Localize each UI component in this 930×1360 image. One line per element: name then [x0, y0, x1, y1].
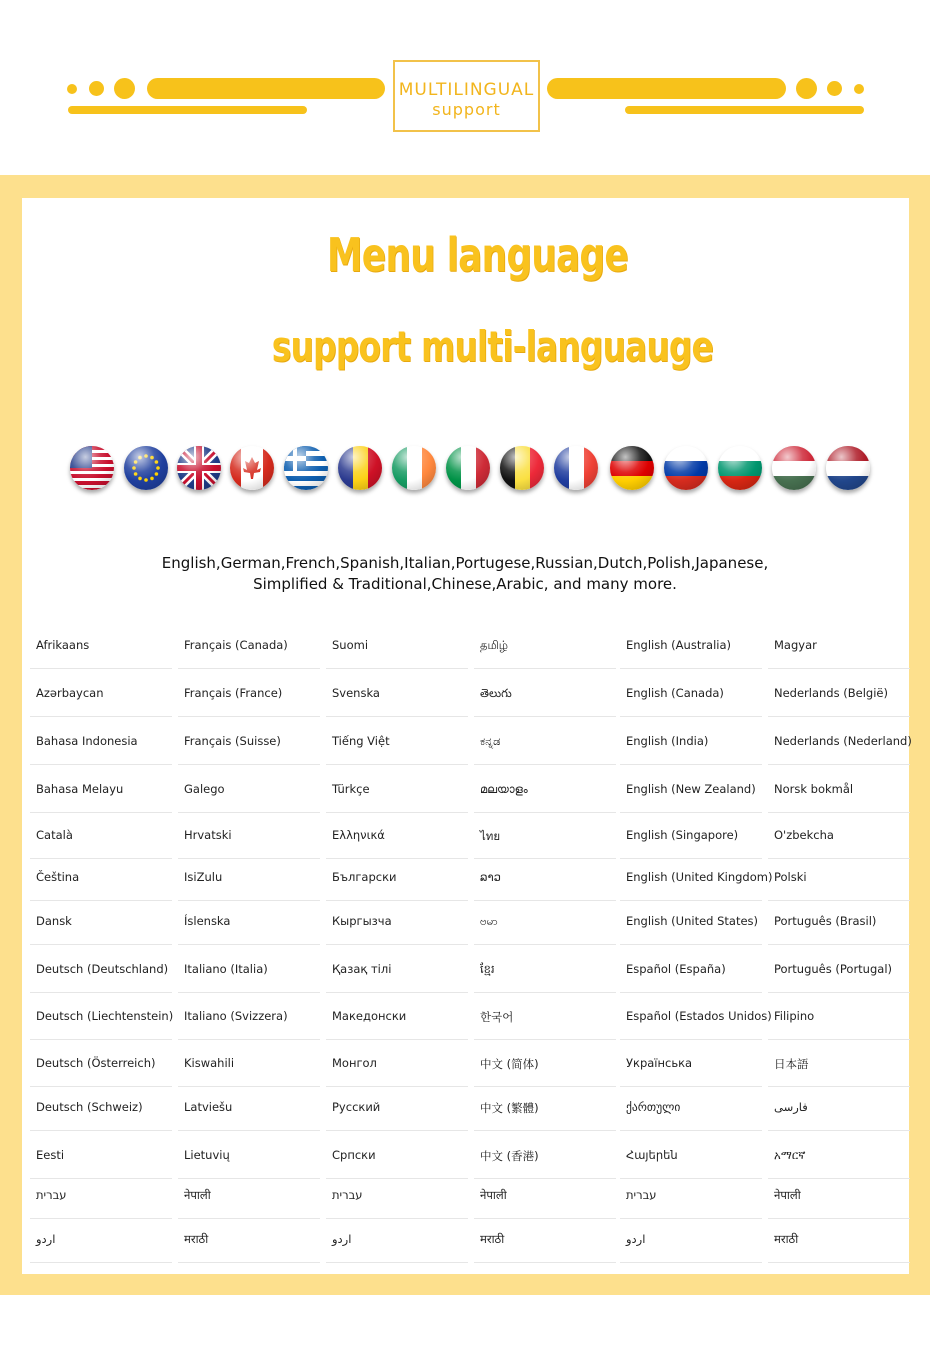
language-item: English (New Zealand) — [620, 782, 762, 796]
language-item: עברית — [30, 1188, 172, 1202]
decor-dot — [854, 84, 864, 94]
germany-flag-icon — [610, 446, 654, 490]
language-item: Dansk — [30, 914, 172, 928]
language-item: नेपाली — [474, 1188, 616, 1203]
language-item: Bahasa Melayu — [30, 782, 172, 796]
language-item: मराठी — [178, 1232, 320, 1247]
language-item: Suomi — [326, 638, 468, 652]
italy-flag-icon — [446, 446, 490, 490]
france-flag-icon — [554, 446, 598, 490]
language-item: Български — [326, 870, 468, 884]
language-item: Deutsch (Liechtenstein) — [30, 1009, 172, 1023]
language-item: नेपाली — [768, 1188, 910, 1203]
language-item: Deutsch (Deutschland) — [30, 962, 172, 976]
header-banner — [0, 0, 930, 175]
language-item: ខ្មែរ — [474, 962, 616, 979]
language-item: አማርኛ — [768, 1148, 910, 1163]
language-item: Deutsch (Schweiz) — [30, 1100, 172, 1114]
language-item: Galego — [178, 782, 320, 796]
language-item: मराठी — [474, 1232, 616, 1247]
description-line-1: English,German,French,Spanish,Italian,Portugese,Russian,Dutch,Polish,Japanese, — [161, 554, 769, 572]
language-item: IsiZulu — [178, 870, 320, 884]
multilingual-badge — [393, 60, 540, 132]
eu-flag-icon — [124, 446, 168, 490]
romania-flag-icon — [338, 446, 382, 490]
language-item: Magyar — [768, 638, 910, 652]
language-item: Eesti — [30, 1148, 172, 1162]
language-item: Español (Estados Unidos) — [620, 1009, 762, 1023]
language-item: Deutsch (Österreich) — [30, 1056, 172, 1070]
decor-dot — [67, 84, 77, 94]
decor-dot — [89, 81, 104, 96]
language-item: English (Canada) — [620, 686, 762, 700]
language-item: తెలుగు — [474, 686, 616, 703]
ireland-flag-icon — [392, 446, 436, 490]
language-item: Čeština — [30, 870, 172, 884]
language-item: ಕನ್ನಡ — [474, 734, 616, 749]
language-item: Հայերեն — [620, 1148, 762, 1162]
language-item: मराठी — [768, 1232, 910, 1247]
language-item: Nederlands (België) — [768, 686, 910, 700]
language-description — [0, 553, 930, 595]
language-item: 한국어 — [474, 1009, 616, 1025]
netherlands-flag-icon — [826, 446, 870, 490]
language-item: English (Australia) — [620, 638, 762, 652]
language-item: 中文 (繁體) — [474, 1100, 616, 1116]
language-item: Latviešu — [178, 1100, 320, 1114]
language-item: Norsk bokmål — [768, 782, 910, 796]
language-item: Français (Suisse) — [178, 734, 320, 748]
multi-language-subheading: support multi-languauge — [271, 322, 713, 371]
language-item: עברית — [620, 1188, 762, 1202]
language-item: 日本語 — [768, 1056, 910, 1072]
bulgaria-flag-icon — [718, 446, 762, 490]
language-item: Italiano (Italia) — [178, 962, 320, 976]
belgium-flag-icon — [500, 446, 544, 490]
language-item: Íslenska — [178, 914, 320, 928]
language-item: தமிழ் — [474, 638, 616, 654]
language-item: Ελληνικά — [326, 828, 468, 842]
language-item: Српски — [326, 1148, 468, 1162]
language-item: ລາວ — [474, 870, 616, 884]
language-item: فارسی — [768, 1100, 910, 1114]
language-item: Français (France) — [178, 686, 320, 700]
usa-flag-icon — [70, 446, 114, 490]
greece-flag-icon — [284, 446, 328, 490]
language-item: नेपाली — [178, 1188, 320, 1203]
language-item: Català — [30, 828, 172, 842]
language-item: Azərbaycan — [30, 686, 172, 700]
flag-row — [70, 446, 880, 496]
language-item: Português (Brasil) — [768, 914, 910, 928]
hungary-flag-icon — [772, 446, 816, 490]
language-item: Nederlands (Nederland) — [768, 734, 910, 748]
language-item: Українська — [620, 1056, 762, 1070]
language-item: O'zbekcha — [768, 828, 910, 842]
uk-flag-icon — [177, 446, 221, 490]
decor-dot — [114, 78, 135, 99]
language-item: English (India) — [620, 734, 762, 748]
language-item: ქართული — [620, 1100, 762, 1114]
description-line-2: Simplified & Traditional,Chinese,Arabic, and many more. — [253, 575, 677, 593]
russia-flag-icon — [664, 446, 708, 490]
decor-bar — [147, 78, 385, 99]
language-item: اردو — [30, 1232, 172, 1246]
language-item: Bahasa Indonesia — [30, 734, 172, 748]
language-item: English (United States) — [620, 914, 762, 928]
language-item: Монгол — [326, 1056, 468, 1070]
decor-dot — [827, 81, 842, 96]
badge-title: MULTILINGUAL — [398, 80, 535, 100]
language-item: Filipino — [768, 1009, 910, 1023]
language-item: Lietuvių — [178, 1148, 320, 1162]
language-item: English (Singapore) — [620, 828, 762, 842]
language-item: Hrvatski — [178, 828, 320, 842]
language-item: Русский — [326, 1100, 468, 1114]
menu-language-heading: Menu language — [326, 228, 628, 282]
language-item: Türkçe — [326, 782, 468, 796]
canada-flag-icon — [230, 446, 274, 490]
badge-subtitle: support — [432, 100, 501, 119]
language-item: Português (Portugal) — [768, 962, 910, 976]
decor-line — [625, 106, 864, 114]
language-item: Tiếng Việt — [326, 734, 468, 748]
language-item: اردو — [326, 1232, 468, 1246]
language-item: עברית — [326, 1188, 468, 1202]
language-item: Polski — [768, 870, 910, 884]
language-item: ไทย — [474, 828, 616, 846]
language-item: Қазақ тілі — [326, 962, 468, 976]
language-item: Македонски — [326, 1009, 468, 1023]
language-item: ဗမာ — [474, 914, 616, 931]
language-item: Afrikaans — [30, 638, 172, 652]
language-item: Кыргызча — [326, 914, 468, 928]
language-item: Kiswahili — [178, 1056, 320, 1070]
language-item: മലയാളം — [474, 782, 616, 797]
language-item: 中文 (简体) — [474, 1056, 616, 1072]
decor-bar — [547, 78, 786, 99]
language-item: Svenska — [326, 686, 468, 700]
language-item: Italiano (Svizzera) — [178, 1009, 320, 1023]
language-item: English (United Kingdom) — [620, 870, 762, 884]
language-item: Español (España) — [620, 962, 762, 976]
language-item: 中文 (香港) — [474, 1148, 616, 1164]
decor-line — [68, 106, 307, 114]
language-item: اردو — [620, 1232, 762, 1246]
decor-dot — [796, 78, 817, 99]
language-item: Français (Canada) — [178, 638, 320, 652]
